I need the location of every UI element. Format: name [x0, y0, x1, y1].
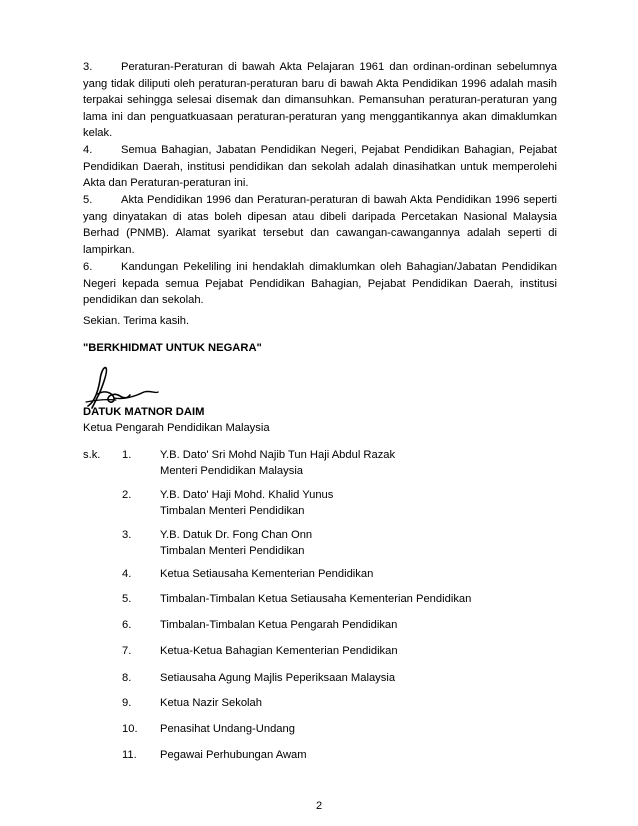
sk-item-name: Y.B. Dato' Haji Mohd. Khalid Yunus: [160, 489, 334, 501]
sk-item-number: 5.: [122, 593, 132, 605]
sk-item-name: Pegawai Perhubungan Awam: [160, 749, 307, 761]
signatory-title: Ketua Pengarah Pendidikan Malaysia: [83, 422, 270, 434]
paragraph-number: 6.: [83, 261, 93, 273]
sk-item-number: 3.: [122, 529, 132, 541]
sk-item-name: Ketua-Ketua Bahagian Kementerian Pendidikan: [160, 645, 398, 657]
paragraph-number: 3.: [83, 61, 93, 73]
sk-item-name: Penasihat Undang-Undang: [160, 723, 295, 735]
paragraph-text: Peraturan-Peraturan di bawah Akta Pelajaran 1961 dan ordinan-ordinan sebelumnya yang tidak diliputi oleh peraturan-peraturan baru di bawah Akta Pendidikan 1996 adalah masih terpakai sehingga selesai disemak dan dimansuhkan. Pemansuhan peraturan-peraturan yang lama ini dan penguatkuasaan peraturan-peraturan yang menggantikannya akan dimaklumkan kelak.: [83, 61, 557, 139]
sk-label: s.k.: [83, 449, 101, 461]
sk-item-name: Timbalan-Timbalan Ketua Setiausaha Kementerian Pendidikan: [160, 593, 472, 605]
sk-item-number: 11.: [122, 749, 137, 761]
sk-item-name: Timbalan-Timbalan Ketua Pengarah Pendidikan: [160, 619, 398, 631]
paragraph-text: Semua Bahagian, Jabatan Pendidikan Negeri, Pejabat Pendidikan Bahagian, Pejabat Pendidikan Daerah, institusi pendidikan dan sekolah adalah dinasihatkan untuk memperolehi Akta dan Peraturan-peraturan ini.: [83, 144, 557, 189]
paragraph-4: [83, 142, 557, 192]
sk-item-position: Timbalan Menteri Pendidikan: [160, 545, 305, 557]
paragraph-number: 4.: [83, 144, 93, 156]
paragraph-3: [83, 59, 557, 142]
paragraph-text: Akta Pendidikan 1996 dan Peraturan-peraturan di bawah Akta Pendidikan 1996 seperti yang dinyatakan di atas boleh dipesan atau dibeli daripada Percetakan Nasional Malaysia Berhad (PNMB). Alamat syarikat tersebut dan cawangan-cawangannya adalah seperti di lampirkan.: [83, 194, 557, 256]
sk-item-name: Ketua Nazir Sekolah: [160, 697, 262, 709]
sk-item-number: 10.: [122, 723, 138, 735]
sk-item-number: 7.: [122, 645, 132, 657]
sk-item-number: 8.: [122, 672, 132, 684]
paragraph-6: [83, 259, 557, 309]
paragraph-text: Kandungan Pekeliling ini hendaklah dimaklumkan oleh Bahagian/Jabatan Pendidikan Negeri kepada semua Pejabat Pendidikan Bahagian, Pejabat Pendidikan Daerah, institusi pendidikan dan sekolah.: [83, 261, 557, 306]
sk-item-number: 2.: [122, 489, 132, 501]
sk-item-number: 4.: [122, 568, 132, 580]
sk-item-number: 1.: [122, 449, 132, 461]
sk-item-position: Menteri Pendidikan Malaysia: [160, 465, 304, 477]
sk-item-number: 9.: [122, 697, 132, 709]
closing-text: Sekian. Terima kasih.: [83, 315, 190, 327]
page-number: 2: [315, 800, 323, 812]
sk-item-position: Timbalan Menteri Pendidikan: [160, 505, 305, 517]
motto: "BERKHIDMAT UNTUK NEGARA": [83, 342, 262, 354]
sk-item-name: Ketua Setiausaha Kementerian Pendidikan: [160, 568, 374, 580]
sk-item-number: 6.: [122, 619, 132, 631]
sk-item-name: Y.B. Dato' Sri Mohd Najib Tun Haji Abdul Razak: [160, 449, 396, 461]
signature-image: [84, 362, 164, 410]
sk-item-name: Setiausaha Agung Majlis Peperiksaan Malaysia: [160, 672, 396, 684]
signatory-name: DATUK MATNOR DAIM: [83, 406, 205, 418]
paragraph-number: 5.: [83, 194, 93, 206]
paragraph-5: [83, 192, 557, 258]
sk-item-name: Y.B. Datuk Dr. Fong Chan Onn: [160, 529, 313, 541]
